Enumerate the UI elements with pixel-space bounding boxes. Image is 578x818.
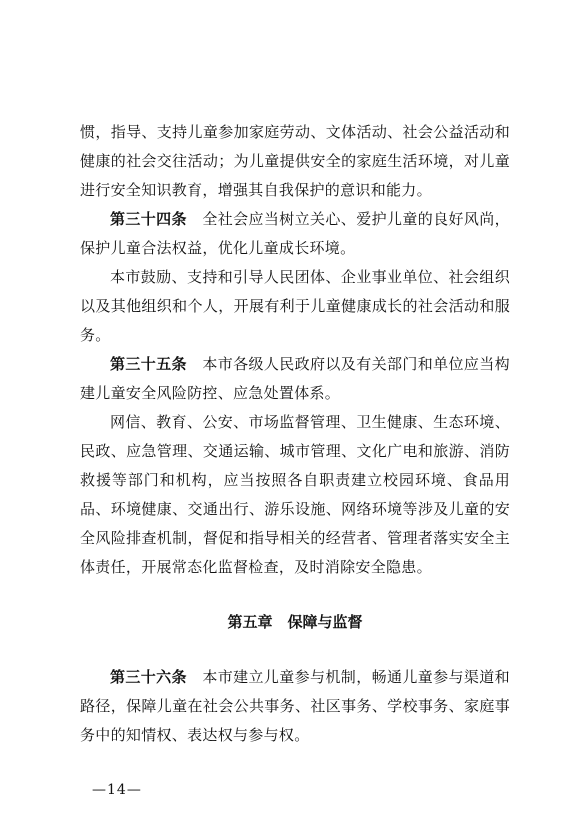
article-number: 第三十六条 — [110, 668, 187, 686]
article-paragraph — [80, 350, 510, 408]
paragraph-text: 本市鼓励、支持和引导人民团体、企业事业单位、社会组织以及其他组织和个人，开展有利于儿童健康成长的社会活动和服务。 — [80, 268, 510, 344]
body-paragraph — [80, 118, 510, 205]
paragraphs-after — [80, 663, 510, 750]
paragraph-text: 惯，指导、支持儿童参加家庭劳动、文体活动、社会公益活动和健康的社会交往活动；为儿童提供安全的家庭生活环境，对儿童进行安全知识教育，增强其自我保护的意识和能力。 — [80, 123, 510, 199]
body-paragraph — [80, 408, 510, 582]
chapter-heading: 第五章 保障与监督 — [227, 613, 363, 631]
paragraph-text: 网信、教育、公安、市场监督管理、卫生健康、生态环境、民政、应急管理、交通运输、城市管理、文化广电和旅游、消防救援等部门和机构，应当按照各自职责建立校园环境、食品用品、环境健康、交通出行、游乐设施、网络环境等涉及儿童的安全风险排查机制，督促和指导相关的经营者、管理者落实安全主体责任，开展常态化监督检查，及时消除安全隐患。 — [80, 413, 510, 576]
paragraphs-before — [80, 118, 510, 582]
article-paragraph — [80, 205, 510, 263]
article-number: 第三十四条 — [110, 210, 187, 228]
article-number: 第三十五条 — [110, 355, 187, 373]
paragraph-text: 全社会应当树立关心、爱护儿童的良好风尚，保护儿童合法权益，优化儿童成长环境。 — [80, 210, 510, 257]
paragraph-text: 本市各级人民政府以及有关部门和单位应当构建儿童安全风险防控、应急处置体系。 — [80, 355, 510, 402]
body-text — [80, 118, 510, 750]
article-paragraph — [80, 663, 510, 750]
body-paragraph — [80, 263, 510, 350]
paragraph-text: 本市建立儿童参与机制，畅通儿童参与渠道和路径，保障儿童在社会公共事务、社区事务、学校事务、家庭事务中的知情权、表达权与参与权。 — [80, 668, 510, 744]
page-number: —14— — [92, 782, 142, 798]
